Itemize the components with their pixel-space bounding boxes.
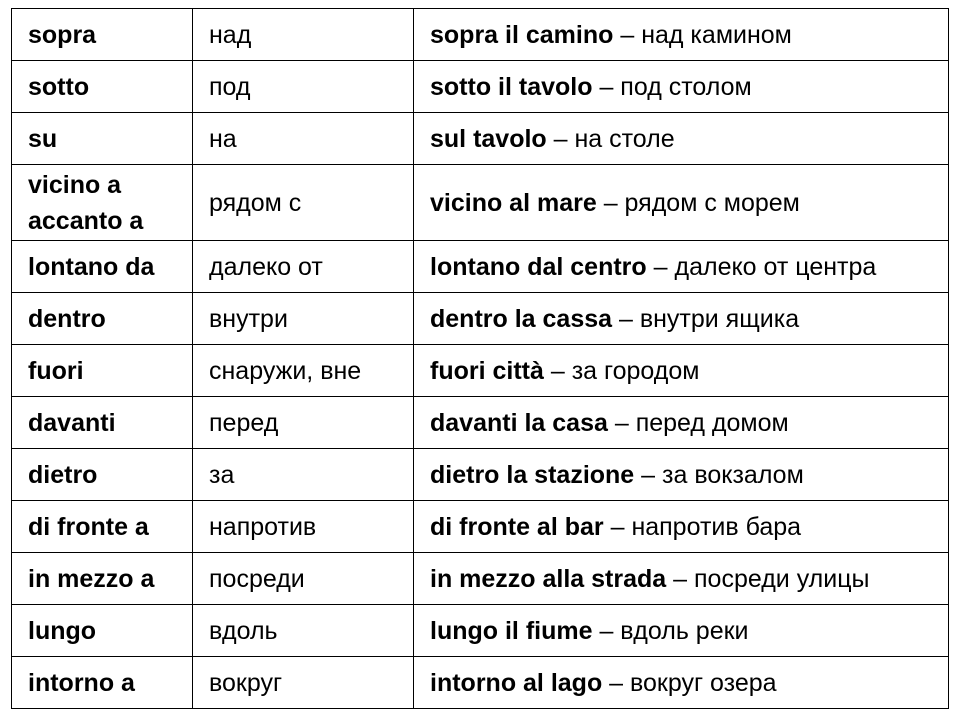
example-russian: вдоль реки	[620, 616, 749, 645]
example-separator: –	[607, 408, 636, 437]
example-russian: перед домом	[635, 408, 789, 437]
russian-translation-cell: посреди	[193, 553, 414, 605]
italian-preposition-cell	[12, 501, 193, 553]
example-cell	[414, 501, 949, 553]
example-separator: –	[546, 124, 575, 153]
example-russian: за вокзалом	[662, 460, 804, 489]
table-row	[12, 9, 949, 61]
table-row	[12, 113, 949, 165]
example-russian: вокруг озера	[630, 668, 777, 697]
example-italian: fuori città	[430, 356, 544, 385]
italian-preposition-cell	[12, 113, 193, 165]
example-italian: in mezzo alla strada	[430, 564, 667, 593]
example-russian: посреди улицы	[694, 564, 870, 593]
russian-translation-cell: перед	[193, 397, 414, 449]
example-italian: sotto il tavolo	[430, 72, 593, 101]
example-separator: –	[592, 616, 621, 645]
italian-preposition-cell	[12, 9, 193, 61]
example-separator: –	[603, 512, 632, 541]
russian-translation-cell: вокруг	[193, 657, 414, 709]
italian-preposition-cell	[12, 345, 193, 397]
table-row	[12, 553, 949, 605]
italian-preposition-cell	[12, 605, 193, 657]
italian-preposition-line: davanti	[28, 408, 116, 437]
russian-translation-cell: далеко от	[193, 241, 414, 293]
example-italian: sopra il camino	[430, 20, 614, 49]
example-separator: –	[602, 668, 631, 697]
example-cell	[414, 241, 949, 293]
preposition-table	[11, 8, 949, 709]
table-body	[12, 9, 949, 709]
table-row	[12, 293, 949, 345]
example-cell	[414, 293, 949, 345]
example-separator: –	[596, 188, 625, 217]
table-row	[12, 657, 949, 709]
example-russian: далеко от центра	[674, 252, 877, 281]
example-russian: на столе	[574, 124, 675, 153]
example-cell	[414, 9, 949, 61]
italian-preposition-cell	[12, 61, 193, 113]
example-italian: vicino al mare	[430, 188, 597, 217]
example-russian: над камином	[641, 20, 792, 49]
example-italian: lungo il fiume	[430, 616, 593, 645]
italian-preposition-line: fuori	[28, 356, 84, 385]
table-row	[12, 241, 949, 293]
example-separator: –	[612, 304, 640, 333]
russian-translation-cell: вдоль	[193, 605, 414, 657]
italian-preposition-cell	[12, 553, 193, 605]
russian-translation-cell: напротив	[193, 501, 414, 553]
example-separator: –	[543, 356, 572, 385]
example-russian: за городом	[571, 356, 700, 385]
example-cell	[414, 61, 949, 113]
table-row	[12, 61, 949, 113]
example-italian: davanti la casa	[430, 408, 608, 437]
example-russian: напротив бара	[631, 512, 802, 541]
italian-preposition-line: di fronte a	[28, 512, 149, 541]
russian-translation-cell: снаружи, вне	[193, 345, 414, 397]
example-italian: dietro la stazione	[430, 460, 635, 489]
example-russian: под столом	[620, 72, 752, 101]
italian-preposition-cell	[12, 397, 193, 449]
russian-translation-cell: за	[193, 449, 414, 501]
example-separator: –	[634, 460, 663, 489]
russian-translation-cell: под	[193, 61, 414, 113]
italian-preposition-cell	[12, 293, 193, 345]
example-cell	[414, 657, 949, 709]
example-cell	[414, 553, 949, 605]
italian-preposition-line: dietro	[28, 460, 98, 489]
example-separator: –	[592, 72, 621, 101]
table-row	[12, 501, 949, 553]
example-cell	[414, 345, 949, 397]
italian-preposition-line: sotto	[28, 72, 90, 101]
example-italian: di fronte al bar	[430, 512, 604, 541]
example-cell	[414, 397, 949, 449]
table-row	[12, 165, 949, 241]
table-row	[12, 345, 949, 397]
italian-preposition-line: dentro	[28, 304, 106, 333]
italian-preposition-line: lontano da	[28, 252, 155, 281]
example-italian: sul tavolo	[430, 124, 547, 153]
italian-preposition-line: su	[28, 124, 58, 153]
example-italian: intorno al lago	[430, 668, 603, 697]
italian-preposition-line: in mezzo a	[28, 564, 155, 593]
example-separator: –	[666, 564, 694, 593]
italian-preposition-cell	[12, 165, 193, 241]
example-separator: –	[646, 252, 675, 281]
italian-preposition-cell	[12, 657, 193, 709]
russian-translation-cell: над	[193, 9, 414, 61]
example-cell	[414, 605, 949, 657]
table-row	[12, 605, 949, 657]
italian-preposition-cell	[12, 449, 193, 501]
italian-preposition-cell	[12, 241, 193, 293]
example-russian: рядом с морем	[624, 188, 800, 217]
example-separator: –	[613, 20, 642, 49]
italian-preposition-line: intorno a	[28, 668, 135, 697]
italian-preposition-line: sopra	[28, 20, 97, 49]
italian-preposition-line: lungo	[28, 616, 97, 645]
russian-translation-cell: на	[193, 113, 414, 165]
table-row	[12, 449, 949, 501]
italian-preposition-line: vicino a	[28, 170, 122, 199]
example-russian: внутри ящика	[639, 304, 800, 333]
example-italian: dentro la cassa	[430, 304, 613, 333]
russian-translation-cell: рядом с	[193, 165, 414, 241]
italian-preposition-line: accanto a	[28, 206, 144, 235]
table-row	[12, 397, 949, 449]
example-cell	[414, 113, 949, 165]
example-cell	[414, 449, 949, 501]
example-italian: lontano dal centro	[430, 252, 647, 281]
example-cell	[414, 165, 949, 241]
russian-translation-cell: внутри	[193, 293, 414, 345]
